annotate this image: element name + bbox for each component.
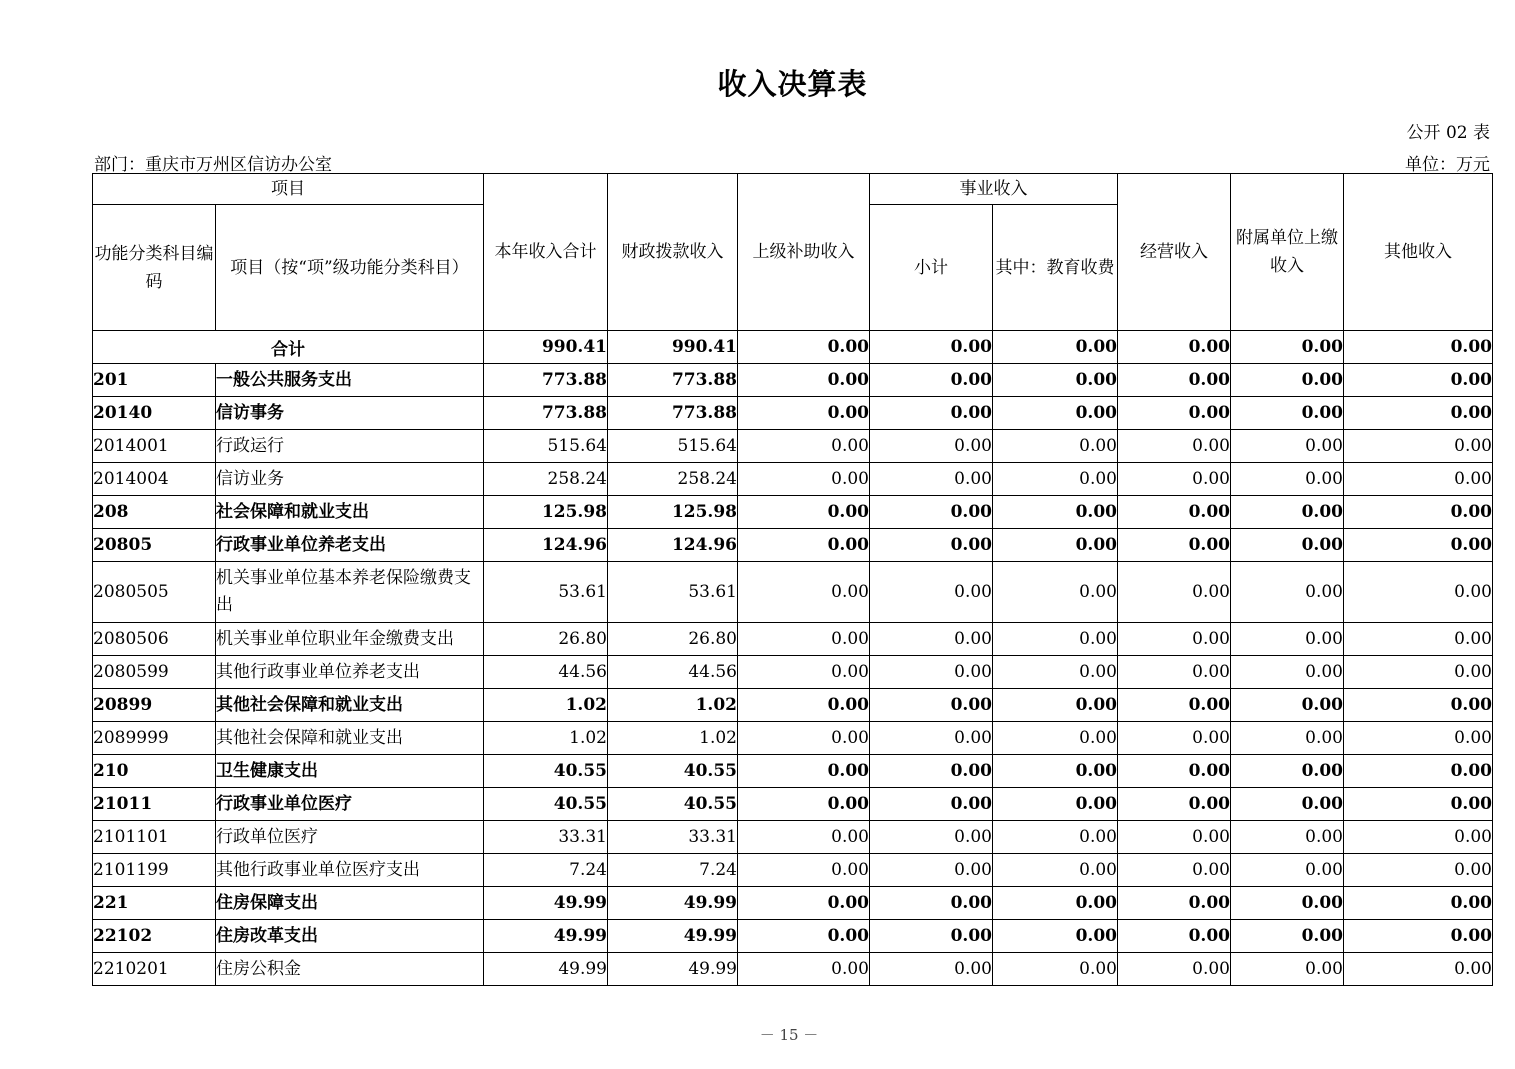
amount-cell: 1.02: [608, 689, 738, 722]
total-row: [93, 331, 1493, 364]
department-label: 部门：重庆市万州区信访办公室: [94, 155, 332, 175]
amount-cell: 125.98: [608, 496, 738, 529]
subject-code-cell: 2101101: [93, 821, 216, 854]
amount-cell: 7.24: [484, 854, 608, 887]
amount-cell: 0.00: [993, 463, 1118, 496]
amount-cell: 0.00: [1231, 562, 1344, 623]
amount-cell: 0.00: [993, 821, 1118, 854]
amount-cell: 0.00: [738, 689, 870, 722]
total-cell: 0.00: [738, 331, 870, 364]
table-row: [93, 430, 1493, 463]
amount-cell: 0.00: [870, 562, 993, 623]
table-row: [93, 821, 1493, 854]
amount-cell: 49.99: [608, 953, 738, 986]
header-other: 其他收入: [1344, 174, 1493, 331]
amount-cell: 49.99: [608, 887, 738, 920]
subject-code-cell: 208: [93, 496, 216, 529]
amount-cell: 0.00: [993, 562, 1118, 623]
table-row: [93, 854, 1493, 887]
amount-cell: 125.98: [484, 496, 608, 529]
amount-cell: 0.00: [738, 463, 870, 496]
table-row: [93, 463, 1493, 496]
amount-cell: 0.00: [738, 887, 870, 920]
amount-cell: 0.00: [993, 656, 1118, 689]
header-project: 项目: [93, 174, 484, 205]
subject-name-cell: 其他行政事业单位养老支出: [216, 656, 484, 689]
amount-cell: 0.00: [1344, 755, 1493, 788]
amount-cell: 0.00: [1344, 364, 1493, 397]
total-cell: 0.00: [1118, 331, 1231, 364]
amount-cell: 0.00: [738, 920, 870, 953]
amount-cell: 515.64: [484, 430, 608, 463]
amount-cell: 0.00: [870, 689, 993, 722]
subject-name-cell: 住房公积金: [216, 953, 484, 986]
subject-code-cell: 2101199: [93, 854, 216, 887]
amount-cell: 0.00: [1118, 430, 1231, 463]
amount-cell: 0.00: [1231, 788, 1344, 821]
amount-cell: 33.31: [608, 821, 738, 854]
amount-cell: 0.00: [738, 821, 870, 854]
amount-cell: 773.88: [484, 397, 608, 430]
subject-code-cell: 2080599: [93, 656, 216, 689]
amount-cell: 0.00: [1231, 496, 1344, 529]
income-table: [92, 173, 1493, 986]
amount-cell: 0.00: [1118, 722, 1231, 755]
header-superior: 上级补助收入: [738, 174, 870, 331]
amount-cell: 40.55: [484, 788, 608, 821]
table-row: [93, 364, 1493, 397]
amount-cell: 0.00: [1344, 496, 1493, 529]
amount-cell: 53.61: [608, 562, 738, 623]
amount-cell: 49.99: [484, 887, 608, 920]
amount-cell: 0.00: [1118, 887, 1231, 920]
amount-cell: 0.00: [1118, 920, 1231, 953]
amount-cell: 773.88: [608, 364, 738, 397]
table-row: [93, 496, 1493, 529]
amount-cell: 0.00: [993, 920, 1118, 953]
amount-cell: 26.80: [484, 623, 608, 656]
subject-code-cell: 20899: [93, 689, 216, 722]
amount-cell: 0.00: [870, 529, 993, 562]
subject-name-cell: 其他社会保障和就业支出: [216, 722, 484, 755]
amount-cell: 0.00: [870, 430, 993, 463]
amount-cell: 0.00: [993, 364, 1118, 397]
subject-name-cell: 信访业务: [216, 463, 484, 496]
amount-cell: 0.00: [870, 821, 993, 854]
amount-cell: 0.00: [993, 953, 1118, 986]
subject-code-cell: 2080505: [93, 562, 216, 623]
amount-cell: 0.00: [1344, 821, 1493, 854]
subject-code-cell: 221: [93, 887, 216, 920]
amount-cell: 1.02: [484, 689, 608, 722]
amount-cell: 0.00: [870, 463, 993, 496]
amount-cell: 0.00: [1344, 463, 1493, 496]
amount-cell: 0.00: [1231, 656, 1344, 689]
amount-cell: 0.00: [1118, 656, 1231, 689]
amount-cell: 0.00: [738, 364, 870, 397]
amount-cell: 0.00: [993, 887, 1118, 920]
amount-cell: 0.00: [870, 887, 993, 920]
subject-name-cell: 行政单位医疗: [216, 821, 484, 854]
amount-cell: 0.00: [738, 788, 870, 821]
amount-cell: 0.00: [1344, 562, 1493, 623]
amount-cell: 49.99: [484, 953, 608, 986]
header-subtotal: 小计: [870, 205, 993, 331]
amount-cell: 0.00: [870, 656, 993, 689]
amount-cell: 0.00: [738, 430, 870, 463]
amount-cell: 0.00: [1344, 788, 1493, 821]
amount-cell: 1.02: [484, 722, 608, 755]
subject-name-cell: 其他社会保障和就业支出: [216, 689, 484, 722]
amount-cell: 33.31: [484, 821, 608, 854]
subject-code-cell: 2014004: [93, 463, 216, 496]
subject-name-cell: 机关事业单位职业年金缴费支出: [216, 623, 484, 656]
amount-cell: 0.00: [870, 788, 993, 821]
amount-cell: 0.00: [1231, 529, 1344, 562]
amount-cell: 0.00: [1231, 821, 1344, 854]
amount-cell: 0.00: [1118, 854, 1231, 887]
amount-cell: 0.00: [870, 496, 993, 529]
subject-name-cell: 住房改革支出: [216, 920, 484, 953]
amount-cell: 0.00: [993, 722, 1118, 755]
amount-cell: 0.00: [1344, 656, 1493, 689]
amount-cell: 0.00: [1231, 397, 1344, 430]
amount-cell: 0.00: [738, 562, 870, 623]
amount-cell: 0.00: [993, 689, 1118, 722]
total-cell: 990.41: [608, 331, 738, 364]
total-cell: 990.41: [484, 331, 608, 364]
amount-cell: 258.24: [484, 463, 608, 496]
amount-cell: 0.00: [1118, 529, 1231, 562]
header-fiscal: 财政拨款收入: [608, 174, 738, 331]
amount-cell: 0.00: [738, 623, 870, 656]
amount-cell: 0.00: [1231, 755, 1344, 788]
amount-cell: 124.96: [608, 529, 738, 562]
subject-code-cell: 20140: [93, 397, 216, 430]
amount-cell: 0.00: [738, 722, 870, 755]
subject-name-cell: 行政事业单位医疗: [216, 788, 484, 821]
amount-cell: 44.56: [608, 656, 738, 689]
amount-cell: 0.00: [1118, 689, 1231, 722]
subject-name-cell: 其他行政事业单位医疗支出: [216, 854, 484, 887]
amount-cell: 0.00: [1344, 887, 1493, 920]
amount-cell: 0.00: [1231, 953, 1344, 986]
amount-cell: 40.55: [608, 788, 738, 821]
amount-cell: 0.00: [870, 755, 993, 788]
subject-code-cell: 2014001: [93, 430, 216, 463]
header-education: 其中：教育收费: [993, 205, 1118, 331]
subject-code-cell: 210: [93, 755, 216, 788]
amount-cell: 0.00: [993, 496, 1118, 529]
amount-cell: 49.99: [484, 920, 608, 953]
amount-cell: 0.00: [1344, 854, 1493, 887]
amount-cell: 53.61: [484, 562, 608, 623]
table-body: [93, 331, 1493, 986]
table-row: [93, 689, 1493, 722]
header-name: 项目（按“项”级功能分类科目）: [216, 205, 484, 331]
amount-cell: 0.00: [738, 953, 870, 986]
amount-cell: 0.00: [1118, 953, 1231, 986]
amount-cell: 49.99: [608, 920, 738, 953]
amount-cell: 0.00: [1118, 788, 1231, 821]
amount-cell: 0.00: [870, 920, 993, 953]
amount-cell: 258.24: [608, 463, 738, 496]
amount-cell: 0.00: [993, 623, 1118, 656]
subject-code-cell: 2080506: [93, 623, 216, 656]
subject-code-cell: 201: [93, 364, 216, 397]
amount-cell: 124.96: [484, 529, 608, 562]
amount-cell: 0.00: [1344, 722, 1493, 755]
amount-cell: 0.00: [1231, 430, 1344, 463]
amount-cell: 773.88: [484, 364, 608, 397]
subject-name-cell: 行政事业单位养老支出: [216, 529, 484, 562]
amount-cell: 0.00: [1231, 920, 1344, 953]
subject-name-cell: 信访事务: [216, 397, 484, 430]
amount-cell: 0.00: [870, 397, 993, 430]
amount-cell: 0.00: [1344, 397, 1493, 430]
amount-cell: 0.00: [738, 854, 870, 887]
table-row: [93, 656, 1493, 689]
amount-cell: 0.00: [1118, 496, 1231, 529]
table-row: [93, 529, 1493, 562]
page-number: － 15 －: [759, 1026, 819, 1044]
header-affiliated: 附属单位上缴收入: [1231, 174, 1344, 331]
subject-name-cell: 一般公共服务支出: [216, 364, 484, 397]
amount-cell: 1.02: [608, 722, 738, 755]
amount-cell: 0.00: [993, 854, 1118, 887]
amount-cell: 0.00: [1231, 887, 1344, 920]
table-row: [93, 397, 1493, 430]
amount-cell: 0.00: [1344, 623, 1493, 656]
amount-cell: 0.00: [1344, 529, 1493, 562]
header-business: 事业收入: [870, 174, 1118, 205]
header-total: 本年收入合计: [484, 174, 608, 331]
page-title: 收入决算表: [717, 67, 868, 101]
amount-cell: 0.00: [1118, 364, 1231, 397]
subject-code-cell: 21011: [93, 788, 216, 821]
amount-cell: 0.00: [738, 397, 870, 430]
amount-cell: 515.64: [608, 430, 738, 463]
amount-cell: 0.00: [1118, 397, 1231, 430]
table-row: [93, 623, 1493, 656]
amount-cell: 0.00: [1231, 364, 1344, 397]
amount-cell: 0.00: [993, 529, 1118, 562]
amount-cell: 0.00: [1118, 821, 1231, 854]
subject-name-cell: 行政运行: [216, 430, 484, 463]
amount-cell: 0.00: [1344, 430, 1493, 463]
amount-cell: 0.00: [870, 623, 993, 656]
amount-cell: 0.00: [993, 788, 1118, 821]
subject-code-cell: 20805: [93, 529, 216, 562]
subject-name-cell: 机关事业单位基本养老保险缴费支出: [216, 562, 484, 623]
amount-cell: 0.00: [1118, 562, 1231, 623]
amount-cell: 0.00: [1118, 623, 1231, 656]
amount-cell: 7.24: [608, 854, 738, 887]
amount-cell: 0.00: [1231, 854, 1344, 887]
subject-code-cell: 22102: [93, 920, 216, 953]
table-row: [93, 722, 1493, 755]
table-number: 公开 02 表: [1406, 123, 1490, 143]
total-label: 合计: [93, 331, 484, 364]
amount-cell: 0.00: [738, 496, 870, 529]
amount-cell: 0.00: [1344, 920, 1493, 953]
amount-cell: 0.00: [870, 722, 993, 755]
table-row: [93, 755, 1493, 788]
total-cell: 0.00: [1344, 331, 1493, 364]
amount-cell: 0.00: [993, 755, 1118, 788]
table-row: [93, 788, 1493, 821]
amount-cell: 26.80: [608, 623, 738, 656]
table-row: [93, 562, 1493, 623]
amount-cell: 773.88: [608, 397, 738, 430]
amount-cell: 0.00: [1231, 623, 1344, 656]
total-cell: 0.00: [993, 331, 1118, 364]
unit-label: 单位：万元: [1405, 155, 1490, 175]
amount-cell: 0.00: [1118, 463, 1231, 496]
table-row: [93, 953, 1493, 986]
amount-cell: 0.00: [1344, 953, 1493, 986]
total-cell: 0.00: [870, 331, 993, 364]
amount-cell: 0.00: [738, 755, 870, 788]
amount-cell: 0.00: [1344, 689, 1493, 722]
amount-cell: 40.55: [484, 755, 608, 788]
header-code: 功能分类科目编码: [93, 205, 216, 331]
subject-code-cell: 2210201: [93, 953, 216, 986]
amount-cell: 0.00: [870, 364, 993, 397]
amount-cell: 0.00: [1231, 722, 1344, 755]
amount-cell: 44.56: [484, 656, 608, 689]
amount-cell: 0.00: [1231, 689, 1344, 722]
total-cell: 0.00: [1231, 331, 1344, 364]
subject-code-cell: 2089999: [93, 722, 216, 755]
amount-cell: 0.00: [1231, 463, 1344, 496]
amount-cell: 0.00: [1118, 755, 1231, 788]
amount-cell: 40.55: [608, 755, 738, 788]
subject-name-cell: 住房保障支出: [216, 887, 484, 920]
table-row: [93, 887, 1493, 920]
amount-cell: 0.00: [870, 953, 993, 986]
amount-cell: 0.00: [738, 656, 870, 689]
table-row: [93, 920, 1493, 953]
subject-name-cell: 卫生健康支出: [216, 755, 484, 788]
amount-cell: 0.00: [993, 397, 1118, 430]
subject-name-cell: 社会保障和就业支出: [216, 496, 484, 529]
amount-cell: 0.00: [870, 854, 993, 887]
header-operating: 经营收入: [1118, 174, 1231, 331]
amount-cell: 0.00: [738, 529, 870, 562]
amount-cell: 0.00: [993, 430, 1118, 463]
